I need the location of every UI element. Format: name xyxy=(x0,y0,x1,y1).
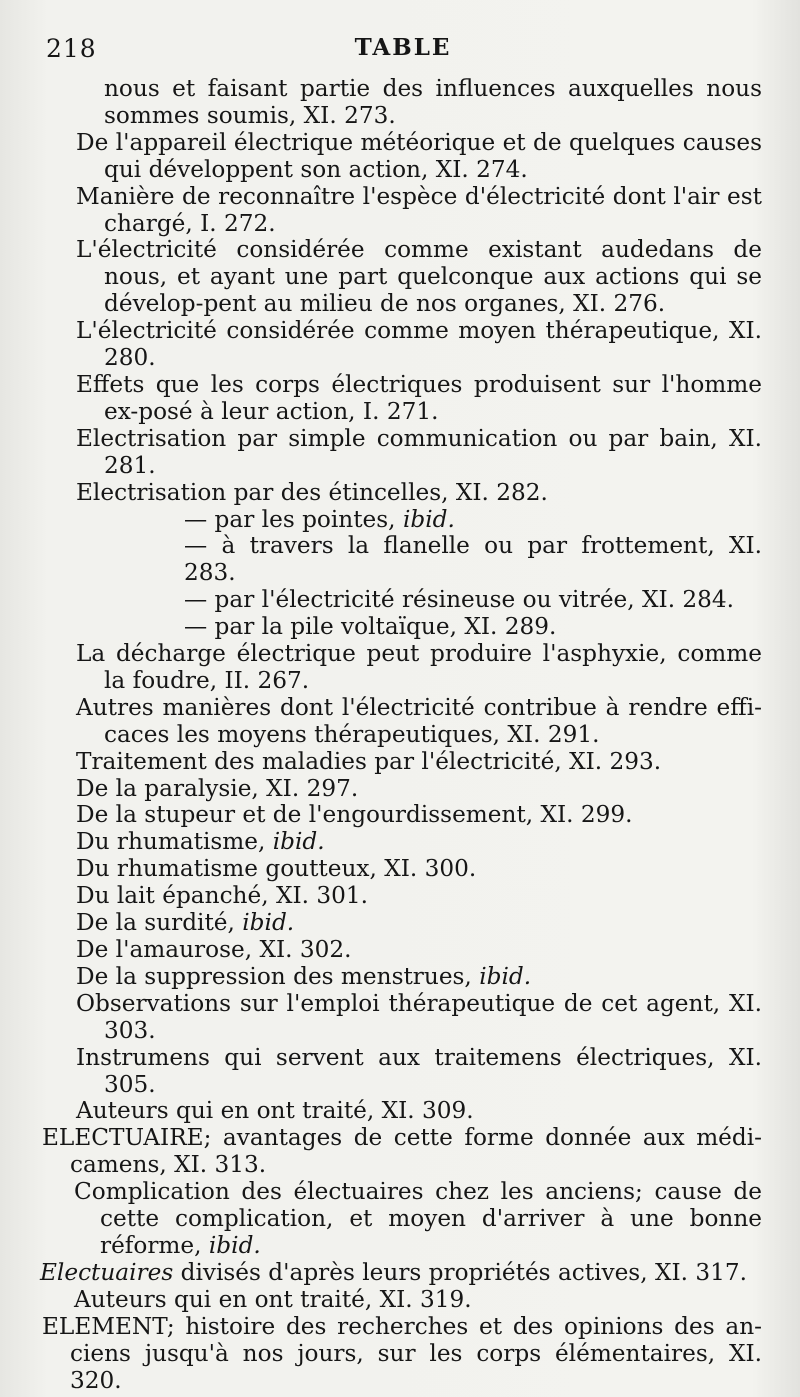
entry-text: Manière de reconnaître l'espèce d'électricité dont l'air est chargé, I. 272. xyxy=(76,182,762,237)
index-entry xyxy=(40,829,762,856)
index-entry xyxy=(40,426,762,480)
entry-text: L'électricité considérée comme moyen thérapeutique, XI. 280. xyxy=(76,317,762,372)
index-entry xyxy=(40,130,762,184)
index-entry xyxy=(40,991,762,1045)
entry-italic-lead: Electuaires xyxy=(40,1258,174,1286)
index-subentry xyxy=(40,614,762,641)
index-entry xyxy=(40,1179,762,1260)
index-subentry xyxy=(40,507,762,534)
entry-text: ELECTUAIRE; avantages de cette forme donnée aux médi-camens, XI. 313. xyxy=(42,1124,762,1179)
entry-text: Electrisation par des étincelles, XI. 282. xyxy=(76,478,548,506)
entry-text: Du rhumatisme goutteux, XI. 300. xyxy=(76,855,477,883)
entry-text: divisés d'après leurs propriétés actives, XI. 317. xyxy=(173,1258,747,1286)
index-subentry xyxy=(40,587,762,614)
running-title: TABLE xyxy=(354,34,452,61)
entry-italic: ibid. xyxy=(242,909,295,937)
index-entry xyxy=(40,937,762,964)
entry-text: La décharge électrique peut produire l'asphyxie, comme la foudre, II. 267. xyxy=(76,640,762,694)
entry-text: De la suppression des menstrues, xyxy=(76,962,480,990)
index-subentry xyxy=(40,533,762,587)
index-entry xyxy=(40,372,762,426)
page-header xyxy=(46,34,760,70)
index-entry xyxy=(40,318,762,372)
index-headword-entry xyxy=(40,1314,762,1395)
entry-italic: ibid. xyxy=(402,505,455,533)
entry-text: De la paralysie, XI. 297. xyxy=(76,774,359,802)
page-number: 218 xyxy=(46,34,97,63)
entry-text: Du rhumatisme, xyxy=(76,828,273,856)
entry-text: Effets que les corps électriques produisent sur l'homme ex-posé à leur action, I. 271. xyxy=(76,370,762,425)
entry-text: — par l'électricité résineuse ou vitrée, XI. 284. xyxy=(184,586,735,614)
entry-text: Electrisation par simple communication ou par bain, XI. 281. xyxy=(76,424,762,479)
index-headword-entry xyxy=(40,1125,762,1179)
entry-text: Auteurs qui en ont traité, XI. 319. xyxy=(74,1285,472,1313)
entry-text: — à travers la flanelle ou par frottement, XI. 283. xyxy=(184,532,762,587)
entry-italic: ibid. xyxy=(479,962,532,990)
entry-text: De la surdité, xyxy=(76,909,243,937)
index-entry xyxy=(40,776,762,803)
entry-italic: ibid. xyxy=(208,1231,261,1259)
entry-text: De l'amaurose, XI. 302. xyxy=(76,936,352,963)
entry-text: — par la pile voltaïque, XI. 289. xyxy=(184,613,557,641)
entry-text: Traitement des maladies par l'électricité, XI. 293. xyxy=(76,747,662,775)
entry-text: Observations sur l'emploi thérapeutique de cet agent, XI. 303. xyxy=(76,989,762,1044)
entry-text: Auteurs qui en ont traité, XI. 309. xyxy=(76,1097,474,1125)
index-headword-entry xyxy=(40,1260,762,1287)
index-entry xyxy=(40,856,762,883)
entry-text: — par les pointes, xyxy=(184,505,403,533)
entry-text: Du lait épanché, XI. 301. xyxy=(76,882,368,910)
index-entry xyxy=(40,1045,762,1099)
index-entry xyxy=(40,1098,762,1125)
entry-text: L'électricité considérée comme existant audedans de nous, et ayant une part quelconque aux actions qui se dévelop-pent au milieu de nos organes, XI. 276. xyxy=(76,236,762,318)
entry-text: ELEMENT; histoire des recherches et des opinions des an-ciens jusqu'à nos jours, sur les corps élémentaires, XI. 320. xyxy=(42,1312,762,1394)
index-entry xyxy=(40,964,762,991)
entry-text: Complication des électuaires chez les anciens; cause de cette complication, et moyen d'arriver à une bonne réforme, xyxy=(74,1178,762,1259)
index-text xyxy=(40,76,762,1394)
index-entry xyxy=(40,883,762,910)
index-entry xyxy=(40,237,762,318)
entry-text: De la stupeur et de l'engourdissement, XI. 299. xyxy=(76,801,633,829)
index-entry xyxy=(40,480,762,507)
entry-text: Instrumens qui servent aux traitemens électriques, XI. 305. xyxy=(76,1043,762,1098)
index-entry xyxy=(40,641,762,695)
index-entry xyxy=(40,910,762,937)
entry-text: De l'appareil électrique météorique et de quelques causes qui développent son action, XI. 274. xyxy=(76,128,762,183)
index-entry xyxy=(40,76,762,130)
entry-text: nous et faisant partie des influences auxquelles nous sommes soumis, XI. 273. xyxy=(104,75,762,129)
index-entry xyxy=(40,1287,762,1314)
entry-text: Autres manières dont l'électricité contribue à rendre effi-caces les moyens thérapeutiques, XI. 291. xyxy=(76,693,762,748)
index-entry xyxy=(40,802,762,829)
index-entry xyxy=(40,749,762,776)
entry-italic: ibid. xyxy=(272,828,325,856)
index-entry xyxy=(40,184,762,238)
index-entry xyxy=(40,695,762,749)
